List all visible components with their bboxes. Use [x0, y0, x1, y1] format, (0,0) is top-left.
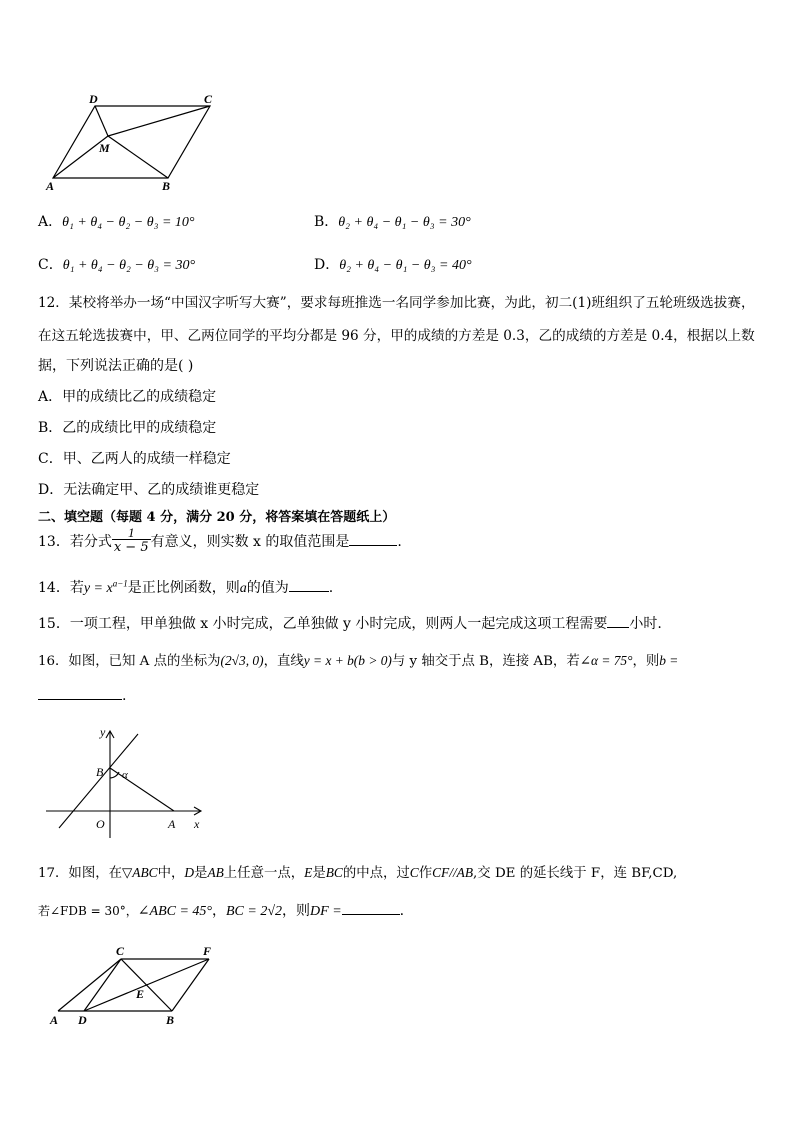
label-D: D [89, 92, 98, 106]
label-D: D [78, 1013, 87, 1027]
label-A: A [168, 817, 176, 831]
q16-line2: . [38, 688, 126, 704]
q11-option-b: B．θ₂ + θ₄ − θ₁ − θ₃ = 30° [314, 214, 471, 230]
q16-line1: 16．如图，已知 A 点的坐标为(2√3, 0)，直线y = x + b(b > 0)与 y 轴交于点 B，连接 AB，若∠α = 75°，则b = [38, 653, 679, 669]
label-C: C [204, 92, 213, 106]
section-2-heading: 二、填空题（每题 4 分，满分 20 分，将答案填在答题纸上） [38, 510, 396, 525]
label-A: A [46, 179, 55, 192]
q12-option-a: A．甲的成绩比乙的成绩稳定 [38, 389, 217, 405]
q13: 13．若分式 $\frac{1}{x - 5}$ 有意义，则实数 x 的取值范围是 . [38, 525, 402, 555]
q13-answer-blank[interactable] [349, 545, 397, 546]
q11-figure [40, 92, 230, 192]
q11-option-c: C．θ₁ + θ₄ − θ₂ − θ₃ = 30° [38, 257, 196, 273]
q12-line2: 在这五轮选拔赛中，甲、乙两位同学的平均分都是 96 分，甲的成绩的方差是 0.3，乙的成绩的方差是 0.4，根据以上数 [38, 328, 755, 344]
q17-answer-blank[interactable] [342, 914, 400, 915]
q12-option-b: B．乙的成绩比甲的成绩稳定 [38, 420, 217, 436]
label-M: M [99, 141, 110, 155]
q17-figure [44, 942, 224, 1030]
label-alpha: α [122, 769, 128, 781]
q15-answer-blank[interactable] [607, 627, 629, 628]
label-E: E [136, 987, 145, 1001]
label-C: C [116, 944, 125, 958]
q15: 15．一项工程，甲单独做 x 小时完成，乙单独做 y 小时完成，则两人一起完成这项工程需要 小时. [38, 616, 662, 632]
q17-line1: 17．如图，在▽ABC中，D是AB上任意一点，E是BC的中点，过C作CF//AB,交 DE 的延长线于 F，连 BF,CD, [38, 865, 678, 881]
label-F: F [203, 944, 212, 958]
q16-answer-blank[interactable] [38, 699, 122, 700]
label-B: B [96, 765, 104, 779]
q11-option-d: D．θ₂ + θ₄ − θ₁ − θ₃ = 40° [314, 257, 472, 273]
q12-option-c: C．甲、乙两人的成绩一样稳定 [38, 451, 231, 467]
label-B: B [162, 179, 171, 192]
q12-line1: 12．某校将举办一场“中国汉字听写大赛”，要求每班推选一名同学参加比赛，为此，初二(1)班组织了五轮班级选拔赛， [38, 295, 755, 311]
q12-option-d: D．无法确定甲、乙的成绩谁更稳定 [38, 482, 260, 498]
axis-label-x: x [194, 817, 200, 831]
axis-label-y: y [100, 725, 106, 739]
q17-line2: 若∠FDB = 30°，∠ABC = 45°，BC = 2√2，则DF = . [38, 903, 405, 919]
label-O: O [96, 817, 105, 831]
q14-answer-blank[interactable] [289, 591, 329, 592]
label-B: B [166, 1013, 175, 1027]
label-A: A [50, 1013, 59, 1027]
q13-fraction: $\frac{1}{x - 5}$ [113, 525, 149, 555]
q11-option-a: A．θ₁ + θ₄ − θ₂ − θ₃ = 10° [38, 214, 195, 230]
q14: 14．若$y = x^{a-1}$是正比例函数，则a的值为 . [38, 578, 334, 596]
q12-line3: 据，下列说法正确的是( ) [38, 358, 194, 374]
q16-figure [38, 724, 213, 842]
